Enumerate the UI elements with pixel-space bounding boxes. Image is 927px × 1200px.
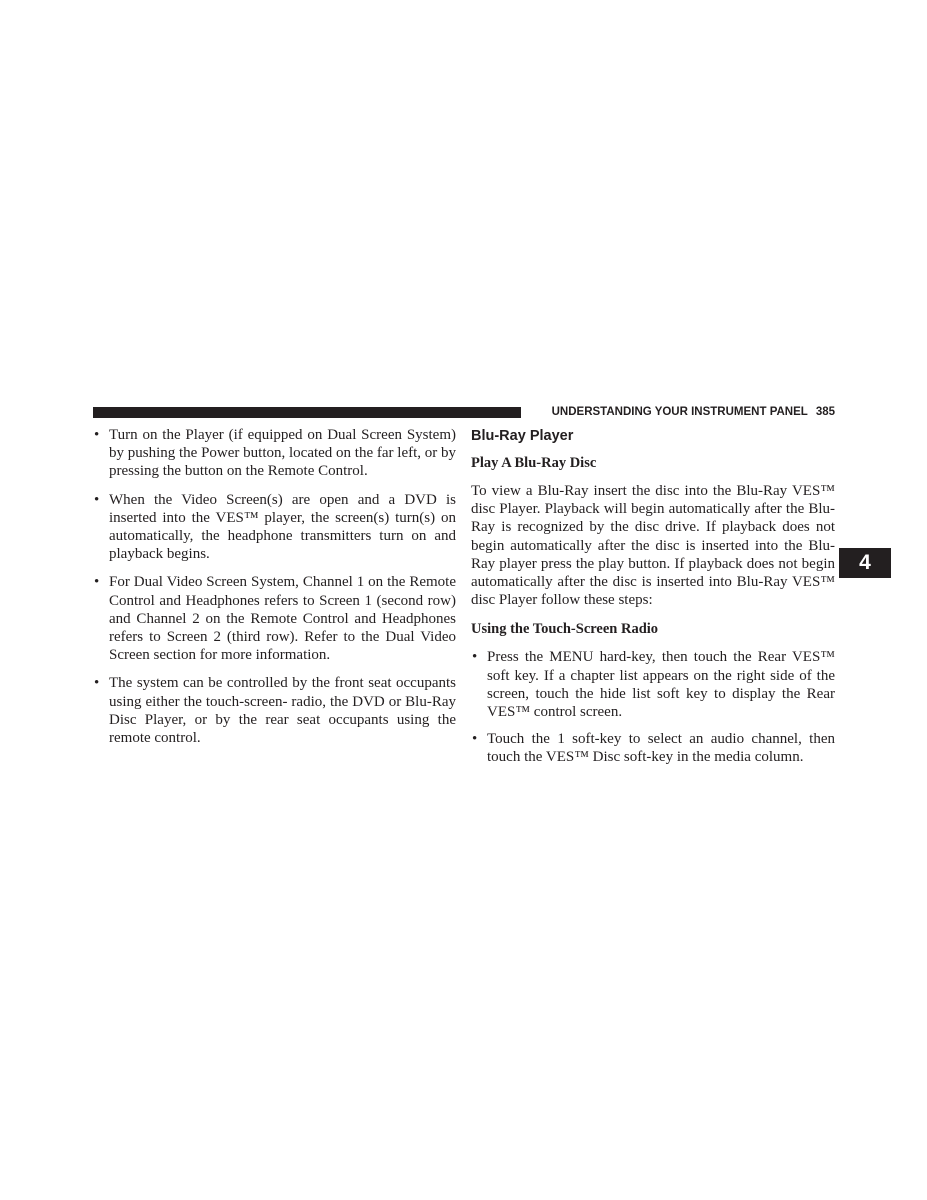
left-bullet-list bbox=[93, 426, 456, 747]
list-item: • Touch the 1 soft-key to select an audio channel, then touch the VES™ Disc soft-key in the media column. bbox=[471, 730, 835, 766]
subsection-title-2: Using the Touch-Screen Radio bbox=[471, 621, 659, 638]
running-header bbox=[531, 405, 835, 420]
body-paragraph: To view a Blu-Ray insert the disc into the Blu-Ray VES™ disc Player. Playback will begin automatically after the Blu-Ray is recognized by the disc drive. If playback does not begin automatically after the disc is inserted into the Blu-Ray player press the play button. If playback does not begin automatically after the disc is inserted into Blu-Ray VES™ disc Player follow these steps: bbox=[471, 483, 835, 609]
right-bullet-list bbox=[471, 648, 835, 766]
list-item: • When the Video Screen(s) are open and a DVD is inserted into the VES™ player, the screen(s) turn(s) on automatically, the headphone transmitters turn on and playback begins. bbox=[93, 491, 456, 564]
subsection-title: Play A Blu-Ray Disc bbox=[471, 455, 597, 471]
chapter-tab: 4 bbox=[839, 548, 891, 578]
left-column bbox=[93, 426, 456, 757]
section-title: Blu-Ray Player bbox=[471, 428, 574, 444]
right-column bbox=[471, 426, 835, 776]
list-item: • Turn on the Player (if equipped on Dual Screen System) by pushing the Power button, located on the far left, or by pressing the button on the Remote Control. bbox=[93, 426, 456, 481]
page-number: 385 bbox=[815, 406, 835, 418]
list-item: • The system can be controlled by the front seat occupants using either the touch-screen- radio, the DVD or Blu-Ray Disc Player, or by the rear seat occupants using the remote control. bbox=[93, 674, 456, 747]
header-section-title: UNDERSTANDING YOUR INSTRUMENT PANEL bbox=[551, 406, 808, 418]
list-item: • For Dual Video Screen System, Channel 1 on the Remote Control and Headphones refers to Screen 1 (second row) and Channel 2 on the Remote Control and Headphones refers to Screen 2 (third row). Refer to the Dual Video Screen section for more information. bbox=[93, 573, 456, 664]
header-rule bbox=[93, 407, 521, 418]
list-item: • Press the MENU hard-key, then touch the Rear VES™ soft key. If a chapter list appears on the right side of the screen, touch the hide list soft key to display the Rear VES™ control screen. bbox=[471, 648, 835, 721]
